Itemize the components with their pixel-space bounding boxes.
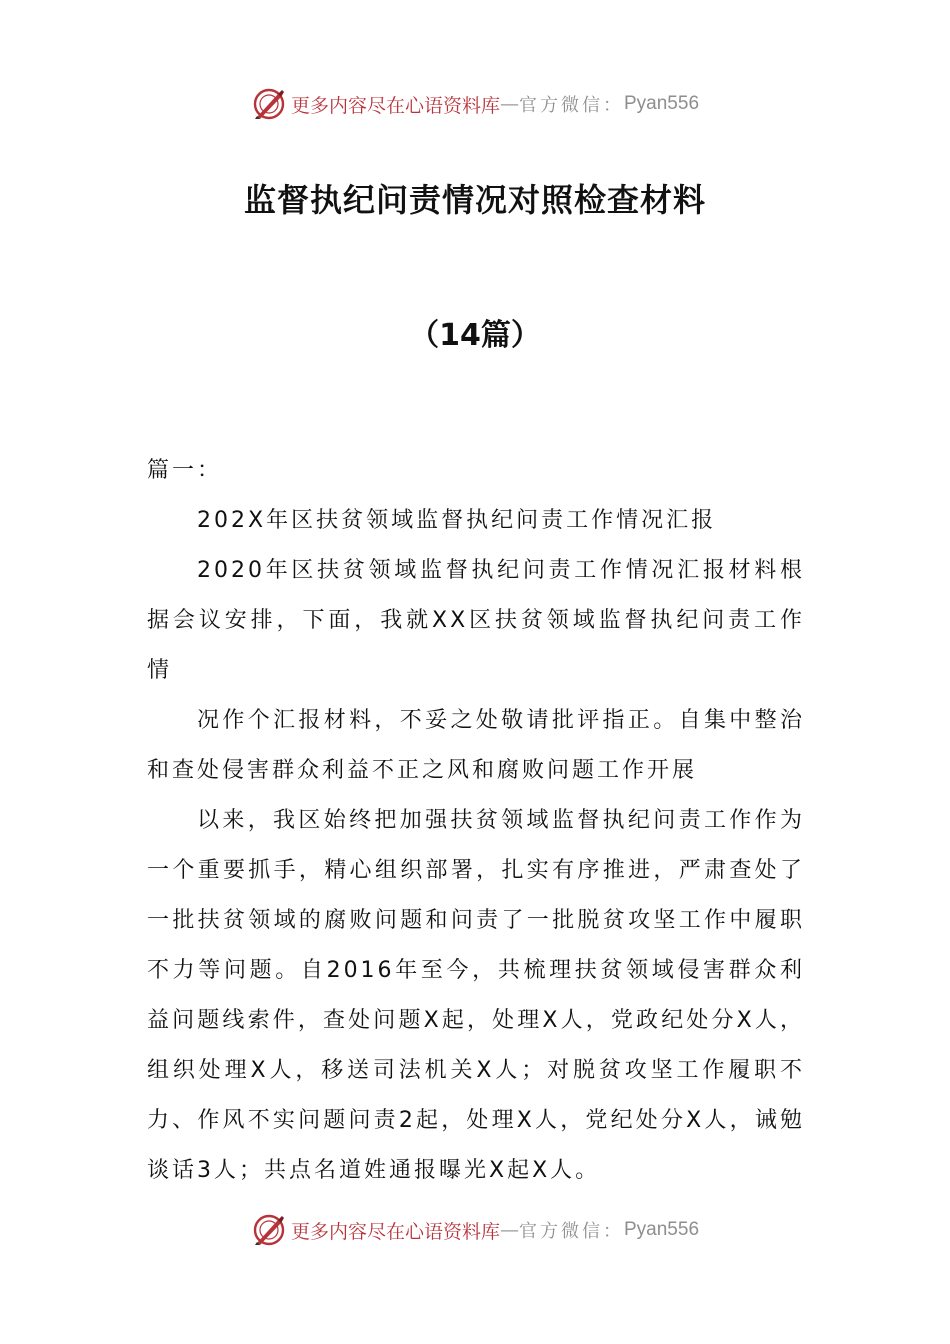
watermark-wechat-id: Pyan556	[624, 1219, 700, 1240]
watermark-wechat-id: Pyan556	[624, 93, 700, 114]
paragraph-heading: 202X年区扶贫领域监督执纪问责工作情况汇报	[197, 508, 717, 533]
paragraph-2: 况作个汇报材料，不妥之处敬请批评指正。自集中整治和查处侵害群众利益不正之风和腐败问题工作开展	[147, 708, 805, 783]
document-subtitle: （14篇）	[409, 318, 541, 353]
watermark-wechat-label: 官方微信：	[519, 95, 624, 116]
header-watermark	[0, 84, 950, 124]
document-title: 监督执纪问责情况对照检查材料	[243, 181, 706, 219]
watermark-wechat-label: 官方微信：	[519, 1221, 624, 1242]
document-body	[147, 446, 805, 1196]
paragraph-1: 2020年区扶贫领域监督执纪问责工作情况汇报材料根据会议安排，下面，我就XX区扶贫领域监督执纪问责工作情	[147, 558, 805, 683]
watermark-text: 更多内容尽在心语资料库	[290, 1220, 500, 1243]
watermark-dash: —	[500, 93, 519, 115]
pen-logo-icon	[251, 1212, 287, 1248]
paragraph-3: 以来，我区始终把加强扶贫领域监督执纪问责工作作为一个重要抓手，精心组织部署，扎实有序推进，严肃查处了一批扶贫领域的腐败问题和问责了一批脱贫攻坚工作中履职不力等问题。自2016年至今，共梳理扶贫领域侵害群众利益问题线索件，查处问题X起，处理X人，党政纪处分X人，组织处理X人，移送司法机关X人；对脱贫攻坚工作履职不力、作风不实问题问责2起，处理X人，党纪处分X人，诫勉谈话3人；共点名道姓通报曝光X起X人。	[147, 808, 805, 1183]
watermark-text: 更多内容尽在心语资料库	[290, 94, 500, 117]
pen-logo-icon	[251, 86, 287, 122]
section-label: 篇一：	[147, 458, 223, 483]
footer-watermark	[0, 1210, 950, 1250]
watermark-dash: —	[500, 1219, 519, 1241]
